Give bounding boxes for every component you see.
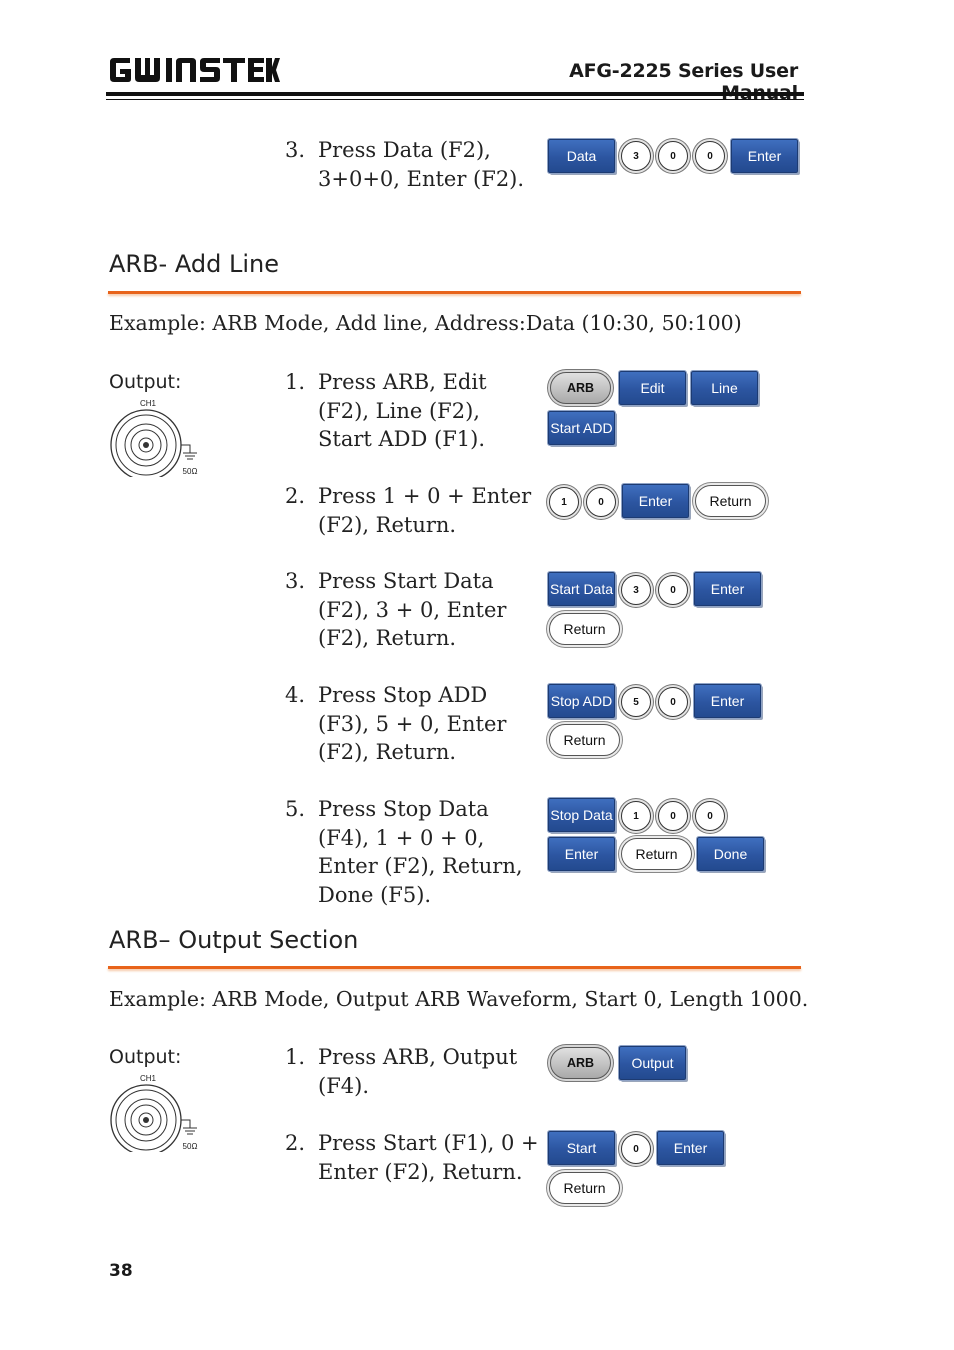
key-0[interactable]: 0 <box>658 801 688 831</box>
key-3[interactable]: 3 <box>621 141 651 171</box>
add-line-step-1 <box>285 368 540 454</box>
return-button[interactable]: Return <box>695 485 766 517</box>
step-text: Press Start Data (F2), 3 + 0, Enter (F2), Return. <box>318 569 507 650</box>
example-text: Example: ARB Mode, Add line, Address:Data (10:30, 50:100) <box>109 311 742 335</box>
arb-button[interactable]: ARB <box>550 1047 611 1079</box>
section-title-add-line: ARB- Add Line <box>109 250 279 278</box>
key-5[interactable]: 5 <box>621 687 651 717</box>
return-button[interactable]: Return <box>549 613 620 645</box>
top-step <box>285 136 540 193</box>
line-button[interactable]: Line <box>691 371 758 405</box>
step-number: 5. <box>285 797 306 821</box>
return-button[interactable]: Return <box>549 724 620 756</box>
stop-add-button[interactable]: Stop ADD <box>548 684 615 718</box>
step-text: Press Stop Data (F4), 1 + 0 + 0, Enter (F2), Return, Done (F5). <box>318 797 523 907</box>
return-button[interactable]: Return <box>621 838 692 870</box>
impedance-label: 50Ω <box>182 1142 198 1151</box>
key-0[interactable]: 0 <box>586 487 616 517</box>
step-text: Press ARB, Edit (F2), Line (F2), Start ADD (F1). <box>318 370 487 451</box>
bnc-connector-icon <box>110 397 202 477</box>
enter-button[interactable]: Enter <box>694 684 761 718</box>
step-text: Press Start (F1), 0 + Enter (F2), Return. <box>318 1131 539 1184</box>
enter-button[interactable]: Enter <box>694 572 761 606</box>
start-data-button[interactable]: Start Data <box>548 572 615 606</box>
arb-button[interactable]: ARB <box>550 372 611 404</box>
bnc-connector-icon <box>110 1072 202 1152</box>
step-number: 1. <box>285 1045 306 1069</box>
impedance-label: 50Ω <box>182 467 198 476</box>
section-rule <box>108 966 801 969</box>
output-step-1 <box>285 1043 540 1100</box>
section-title-output: ARB– Output Section <box>109 926 359 954</box>
add-line-step-4 <box>285 681 540 767</box>
add-line-step-2 <box>285 482 540 539</box>
step-number: 3. <box>285 569 306 593</box>
step-text: Press Stop ADD (F3), 5 + 0, Enter (F2), Return. <box>318 683 507 764</box>
step-text: Press ARB, Output (F4). <box>318 1045 518 1098</box>
manual-title: AFG-2225 Series User <box>569 60 798 82</box>
output-label: Output: <box>109 371 182 393</box>
header-rule <box>106 92 804 96</box>
stop-data-button[interactable]: Stop Data <box>548 798 615 832</box>
data-button[interactable]: Data <box>548 139 615 173</box>
output-label: Output: <box>109 1046 182 1068</box>
enter-button[interactable]: Enter <box>657 1131 724 1165</box>
key-3[interactable]: 3 <box>621 575 651 605</box>
add-line-step-3 <box>285 567 540 653</box>
gw-instek-logo <box>108 54 280 86</box>
channel-label: CH1 <box>139 399 157 408</box>
return-button[interactable]: Return <box>549 1172 620 1204</box>
key-0[interactable]: 0 <box>658 141 688 171</box>
key-1[interactable]: 1 <box>549 487 579 517</box>
step-text: Press 1 + 0 + Enter (F2), Return. <box>318 484 532 537</box>
start-add-button[interactable]: Start ADD <box>548 411 615 445</box>
example-text: Example: ARB Mode, Output ARB Waveform, Start 0, Length 1000. <box>109 987 809 1011</box>
enter-button[interactable]: Enter <box>731 139 798 173</box>
key-0[interactable]: 0 <box>695 801 725 831</box>
add-line-step-5 <box>285 795 540 909</box>
channel-label: CH1 <box>139 1074 157 1083</box>
step-number: 4. <box>285 683 306 707</box>
done-button[interactable]: Done <box>697 837 764 871</box>
key-0[interactable]: 0 <box>658 575 688 605</box>
key-1[interactable]: 1 <box>621 801 651 831</box>
step-text: Press Data (F2), 3+0+0, Enter (F2). <box>318 138 525 191</box>
output-step-2 <box>285 1129 540 1186</box>
page-number: 38 <box>109 1261 133 1281</box>
enter-button[interactable]: Enter <box>548 837 615 871</box>
step-number: 2. <box>285 1131 306 1155</box>
step-number: 1. <box>285 370 306 394</box>
output-button[interactable]: Output <box>619 1046 686 1080</box>
section-rule <box>108 291 801 294</box>
key-0[interactable]: 0 <box>695 141 725 171</box>
key-0[interactable]: 0 <box>621 1134 651 1164</box>
step-number: 3. <box>285 138 306 162</box>
step-number: 2. <box>285 484 306 508</box>
start-button[interactable]: Start <box>548 1131 615 1165</box>
enter-button[interactable]: Enter <box>622 484 689 518</box>
header-rule-thin <box>106 99 804 100</box>
key-0[interactable]: 0 <box>658 687 688 717</box>
edit-button[interactable]: Edit <box>619 371 686 405</box>
